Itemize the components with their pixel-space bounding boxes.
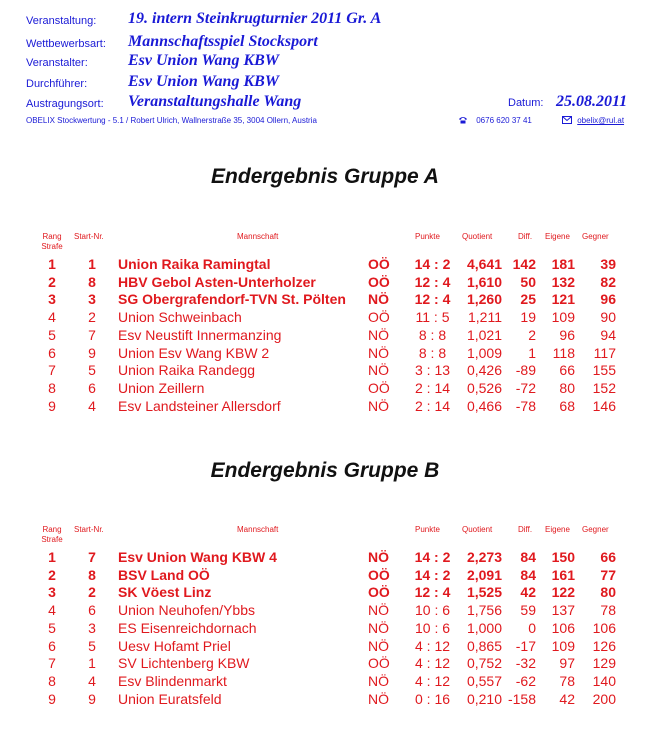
quotient-cell: 4,641 — [466, 256, 502, 272]
difference-cell: -17 — [515, 637, 536, 654]
result-row — [0, 655, 650, 673]
own-score-cell: 118 — [552, 344, 575, 361]
start-number-cell: 9 — [88, 690, 96, 707]
points-cell: 8 : 8 — [418, 344, 447, 361]
opponent-score-cell: 96 — [600, 291, 616, 308]
state-cell: OÖ — [368, 584, 390, 601]
rank-cell: 3 — [48, 291, 56, 308]
result-row — [0, 362, 650, 380]
result-row — [0, 567, 650, 585]
quotient-cell: 1,211 — [468, 309, 502, 326]
col-header-rang: Rang — [42, 525, 62, 534]
points-cell: 12 : 4 — [414, 273, 451, 290]
opponent-score-cell: 152 — [592, 379, 616, 396]
difference-cell: 142 — [512, 256, 536, 272]
points-cell: 8 : 8 — [418, 326, 447, 343]
opponent-score-cell: 200 — [592, 690, 616, 707]
rank-cell: 5 — [48, 619, 56, 636]
col-header-team: Mannschaft — [237, 232, 279, 241]
state-cell: NÖ — [368, 619, 389, 636]
header-value: 19. intern Steinkrugturnier 2011 Gr. A — [128, 10, 382, 27]
team-name-cell: Uesv Hofamt Priel — [118, 637, 231, 654]
result-row — [0, 673, 650, 691]
quotient-cell: 2,091 — [466, 566, 502, 583]
own-score-cell: 42 — [559, 690, 575, 707]
col-header-eigene: Eigene — [545, 232, 570, 241]
result-row — [0, 691, 650, 709]
state-cell: NÖ — [368, 291, 389, 308]
team-name-cell: Esv Neustift Innermanzing — [118, 326, 282, 343]
state-cell: OÖ — [368, 256, 390, 272]
difference-cell: 19 — [520, 309, 536, 326]
col-header-rang: Rang — [42, 232, 62, 241]
quotient-cell: 0,752 — [466, 655, 502, 672]
quotient-cell: 1,756 — [466, 602, 502, 619]
quotient-cell: 0,210 — [466, 690, 502, 707]
opponent-score-cell: 78 — [600, 602, 616, 619]
datum-value: 25.08.2011 — [556, 93, 628, 110]
points-cell: 11 : 5 — [415, 309, 450, 326]
rank-cell: 1 — [48, 549, 56, 565]
difference-cell: 84 — [520, 566, 536, 583]
rank-cell: 5 — [48, 326, 56, 343]
rank-cell: 9 — [48, 397, 56, 414]
difference-cell: -32 — [515, 655, 536, 672]
header-value: Veranstaltungshalle Wang — [128, 93, 302, 110]
points-cell: 2 : 14 — [414, 379, 451, 396]
quotient-cell: 1,009 — [466, 344, 502, 361]
points-cell: 4 : 12 — [414, 672, 451, 689]
difference-cell: 2 — [528, 326, 536, 343]
state-cell: NÖ — [368, 637, 389, 654]
difference-cell: 84 — [520, 549, 536, 565]
col-header-diff: Diff. — [518, 232, 533, 241]
group-title: Endergebnis Gruppe B — [210, 459, 440, 482]
col-header-quotient: Quotient — [462, 525, 493, 534]
team-name-cell: SK Vöest Linz — [118, 584, 212, 601]
start-number-cell: 2 — [88, 584, 96, 601]
group-title: Endergebnis Gruppe A — [211, 165, 439, 188]
opponent-score-cell: 80 — [600, 584, 616, 601]
result-row — [0, 274, 650, 292]
quotient-cell: 0,426 — [466, 362, 502, 379]
difference-cell: -62 — [515, 672, 536, 689]
team-name-cell: Union Schweinbach — [118, 309, 242, 326]
result-row — [0, 620, 650, 638]
points-cell: 14 : 2 — [414, 566, 451, 583]
state-cell: OÖ — [368, 273, 390, 290]
points-cell: 0 : 16 — [414, 690, 451, 707]
own-score-cell: 109 — [551, 309, 575, 326]
team-name-cell: HBV Gebol Asten-Unterholzer — [118, 273, 316, 290]
own-score-cell: 97 — [559, 655, 575, 672]
rank-cell: 9 — [48, 690, 56, 707]
state-cell: OÖ — [368, 655, 390, 672]
result-row — [0, 380, 650, 398]
state-cell: NÖ — [368, 602, 389, 619]
points-cell: 14 : 2 — [414, 549, 451, 565]
col-header-eigene: Eigene — [545, 525, 570, 534]
difference-cell: 42 — [520, 584, 536, 601]
datum-label: Datum: — [508, 97, 544, 109]
col-header-gegner: Gegner — [582, 232, 609, 241]
opponent-score-cell: 90 — [600, 309, 616, 326]
own-score-cell: 150 — [551, 549, 575, 565]
header-label: Wettbewerbsart: — [26, 38, 106, 50]
result-row — [0, 327, 650, 345]
opponent-score-cell: 126 — [592, 637, 616, 654]
opponent-score-cell: 77 — [600, 566, 616, 583]
team-name-cell: Esv Blindenmarkt — [118, 672, 227, 689]
start-number-cell: 7 — [88, 326, 96, 343]
header-label: Veranstaltung: — [26, 15, 97, 27]
start-number-cell: 1 — [88, 655, 96, 672]
own-score-cell: 80 — [559, 379, 575, 396]
points-cell: 14 : 2 — [414, 256, 451, 272]
col-header-punkte: Punkte — [415, 232, 440, 241]
opponent-score-cell: 117 — [593, 344, 616, 361]
opponent-score-cell: 106 — [592, 619, 616, 636]
team-name-cell: Union Esv Wang KBW 2 — [118, 344, 270, 361]
start-number-cell: 4 — [88, 397, 96, 414]
header-label: Austragungsort: — [26, 98, 104, 110]
difference-cell: 59 — [520, 602, 536, 619]
col-header-strafe: Strafe — [41, 242, 63, 251]
difference-cell: 0 — [528, 619, 536, 636]
state-cell: NÖ — [368, 362, 389, 379]
start-number-cell: 1 — [88, 256, 96, 272]
start-number-cell: 8 — [88, 566, 96, 583]
team-name-cell: Esv Union Wang KBW 4 — [118, 549, 277, 565]
own-score-cell: 109 — [551, 637, 575, 654]
points-cell: 10 : 6 — [414, 619, 451, 636]
state-cell: NÖ — [368, 672, 389, 689]
own-score-cell: 78 — [559, 672, 575, 689]
header-value: Mannschaftsspiel Stocksport — [128, 33, 318, 50]
team-name-cell: Union Euratsfeld — [118, 690, 222, 707]
rank-cell: 1 — [48, 256, 56, 272]
result-row — [0, 549, 650, 567]
phone-number: 0676 620 37 41 — [476, 116, 532, 126]
col-header-diff: Diff. — [518, 525, 533, 534]
header-label: Durchführer: — [26, 78, 88, 90]
state-cell: OÖ — [368, 566, 390, 583]
state-cell: NÖ — [368, 690, 389, 707]
points-cell: 3 : 13 — [414, 362, 451, 379]
rank-cell: 8 — [48, 379, 56, 396]
quotient-cell: 1,000 — [466, 619, 502, 636]
quotient-cell: 0,865 — [466, 637, 502, 654]
quotient-cell: 0,526 — [466, 379, 502, 396]
start-number-cell: 6 — [88, 602, 96, 619]
difference-cell: -72 — [515, 379, 536, 396]
start-number-cell: 6 — [88, 379, 96, 396]
rank-cell: 2 — [48, 566, 56, 583]
difference-cell: -78 — [515, 397, 536, 414]
start-number-cell: 7 — [88, 549, 96, 565]
own-score-cell: 66 — [559, 362, 575, 379]
col-header-quotient: Quotient — [462, 232, 493, 241]
rank-cell: 7 — [48, 362, 56, 379]
team-name-cell: SG Obergrafendorf-TVN St. Pölten — [118, 291, 346, 308]
difference-cell: 25 — [520, 291, 536, 308]
own-score-cell: 122 — [551, 584, 575, 601]
opponent-score-cell: 129 — [592, 655, 616, 672]
col-header-strafe: Strafe — [41, 535, 63, 544]
quotient-cell: 1,610 — [466, 273, 502, 290]
state-cell: NÖ — [368, 326, 389, 343]
phone-icon — [458, 116, 468, 126]
own-score-cell: 161 — [551, 566, 575, 583]
rank-cell: 7 — [48, 655, 56, 672]
rank-cell: 4 — [48, 309, 56, 326]
points-cell: 12 : 4 — [414, 291, 451, 308]
rank-cell: 2 — [48, 273, 56, 290]
state-cell: NÖ — [368, 549, 389, 565]
own-score-cell: 132 — [551, 273, 575, 290]
start-number-cell: 5 — [88, 637, 96, 654]
header-label: Veranstalter: — [26, 57, 88, 69]
team-name-cell: Union Raika Ramingtal — [118, 256, 271, 272]
col-header-start: Start-Nr. — [74, 525, 104, 534]
result-row — [0, 638, 650, 656]
difference-cell: -89 — [515, 362, 536, 379]
state-cell: NÖ — [368, 344, 389, 361]
result-row — [0, 345, 650, 363]
state-cell: OÖ — [368, 379, 390, 396]
team-name-cell: Esv Landsteiner Allersdorf — [118, 397, 281, 414]
start-number-cell: 2 — [88, 309, 96, 326]
own-score-cell: 121 — [551, 291, 575, 308]
own-score-cell: 106 — [551, 619, 575, 636]
result-row — [0, 584, 650, 602]
own-score-cell: 68 — [559, 397, 575, 414]
start-number-cell: 8 — [88, 273, 96, 290]
start-number-cell: 3 — [88, 619, 96, 636]
result-row — [0, 602, 650, 620]
rank-cell: 6 — [48, 637, 56, 654]
quotient-cell: 1,260 — [466, 291, 502, 308]
envelope-icon — [562, 116, 572, 126]
col-header-gegner: Gegner — [582, 525, 609, 534]
quotient-cell: 0,557 — [466, 672, 502, 689]
team-name-cell: SV Lichtenberg KBW — [118, 655, 250, 672]
difference-cell: 50 — [520, 273, 536, 290]
opponent-score-cell: 39 — [600, 256, 616, 272]
result-row — [0, 309, 650, 327]
start-number-cell: 3 — [88, 291, 96, 308]
opponent-score-cell: 146 — [592, 397, 616, 414]
start-number-cell: 9 — [88, 344, 96, 361]
header-value: Esv Union Wang KBW — [128, 52, 280, 69]
rank-cell: 8 — [48, 672, 56, 689]
opponent-score-cell: 140 — [592, 672, 616, 689]
rank-cell: 6 — [48, 344, 56, 361]
points-cell: 4 : 12 — [414, 637, 451, 654]
team-name-cell: Union Zeillern — [118, 379, 205, 396]
opponent-score-cell: 94 — [600, 326, 616, 343]
state-cell: NÖ — [368, 397, 389, 414]
opponent-score-cell: 82 — [600, 273, 616, 290]
own-score-cell: 137 — [551, 602, 575, 619]
quotient-cell: 1,021 — [466, 326, 502, 343]
team-name-cell: Union Raika Randegg — [118, 362, 255, 379]
team-name-cell: ES Eisenreichdornach — [118, 619, 257, 636]
difference-cell: 1 — [528, 344, 536, 361]
col-header-team: Mannschaft — [237, 525, 279, 534]
rank-cell: 3 — [48, 584, 56, 601]
quotient-cell: 1,525 — [466, 584, 502, 601]
result-row — [0, 291, 650, 309]
software-credit: OBELIX Stockwertung - 5.1 / Robert Ulrich, Wallnerstraße 35, 3004 Ollern, Austria — [26, 116, 317, 125]
email-contact[interactable] — [562, 116, 624, 126]
state-cell: OÖ — [368, 309, 390, 326]
quotient-cell: 2,273 — [466, 549, 502, 565]
result-row — [0, 398, 650, 416]
start-number-cell: 5 — [88, 362, 96, 379]
points-cell: 2 : 14 — [414, 397, 451, 414]
header-value: Esv Union Wang KBW — [128, 73, 280, 90]
opponent-score-cell: 155 — [592, 362, 616, 379]
quotient-cell: 0,466 — [466, 397, 502, 414]
col-header-punkte: Punkte — [415, 525, 440, 534]
team-name-cell: Union Neuhofen/Ybbs — [118, 602, 255, 619]
team-name-cell: BSV Land OÖ — [118, 566, 210, 583]
col-header-start: Start-Nr. — [74, 232, 104, 241]
difference-cell: -158 — [507, 690, 536, 707]
start-number-cell: 4 — [88, 672, 96, 689]
email-link[interactable]: obelix@rul.at — [577, 116, 625, 126]
own-score-cell: 181 — [551, 256, 575, 272]
result-row — [0, 256, 650, 274]
phone-contact — [458, 116, 532, 126]
points-cell: 12 : 4 — [414, 584, 451, 601]
own-score-cell: 96 — [559, 326, 575, 343]
points-cell: 10 : 6 — [414, 602, 451, 619]
opponent-score-cell: 66 — [600, 549, 616, 565]
points-cell: 4 : 12 — [414, 655, 451, 672]
rank-cell: 4 — [48, 602, 56, 619]
